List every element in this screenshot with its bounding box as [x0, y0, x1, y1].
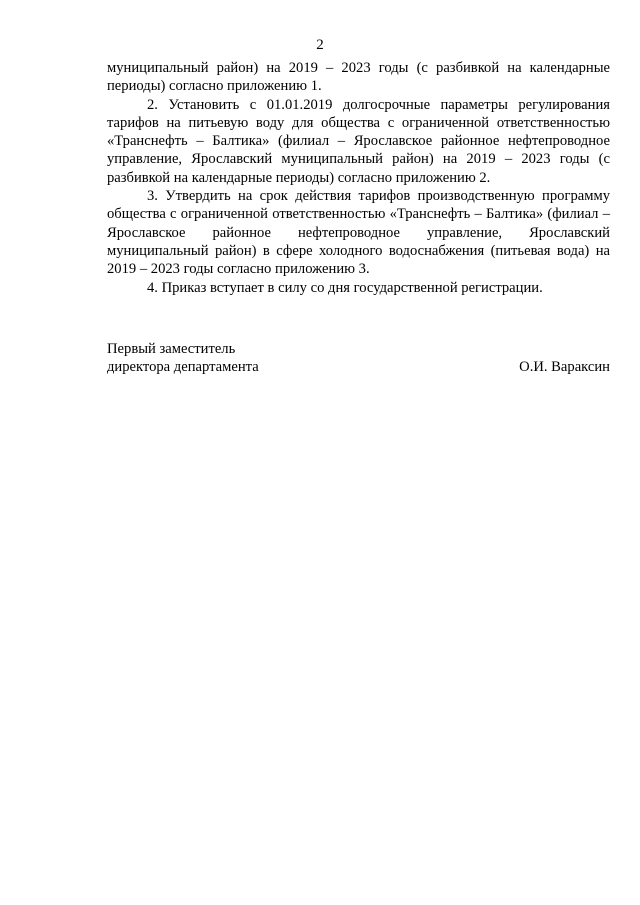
signatory-name: О.И. Вараксин [519, 359, 610, 376]
signatory-position-line2: директора департамента [107, 359, 259, 376]
signature-block [107, 340, 610, 377]
page-number: 2 [316, 37, 324, 53]
signature-row [107, 358, 610, 376]
paragraph-4: 4. Приказ вступает в силу со дня государственной регистрации. [147, 279, 543, 296]
paragraph-continuation: муниципальный район) на 2019 – 2023 годы (с разбивкой на календарные периоды) согласно приложению 1. [107, 60, 610, 95]
document-body [107, 59, 610, 297]
paragraph-2: 2. Установить с 01.01.2019 долгосрочные параметры регулирования тарифов на питьевую воду для общества с ограниченной ответственностью «Транснефть – Балтика» (филиал – Ярославское районное нефтепроводное управление, Ярославский муниципальный район) на 2019 – 2023 годы (с разбивкой на календарные периоды) согласно приложению 2. [107, 96, 610, 186]
signatory-position-line1: Первый заместитель [107, 341, 236, 357]
paragraph-3: 3. Утвердить на срок действия тарифов производственную программу общества с ограниченной ответственностью «Транснефть – Балтика» (филиал – Ярославское районное нефтепроводное управление, Ярославский муниципальный район) в сфере холодного водоснабжения (питьевая вода) на 2019 – 2023 годы согласно приложению 3. [107, 188, 610, 278]
